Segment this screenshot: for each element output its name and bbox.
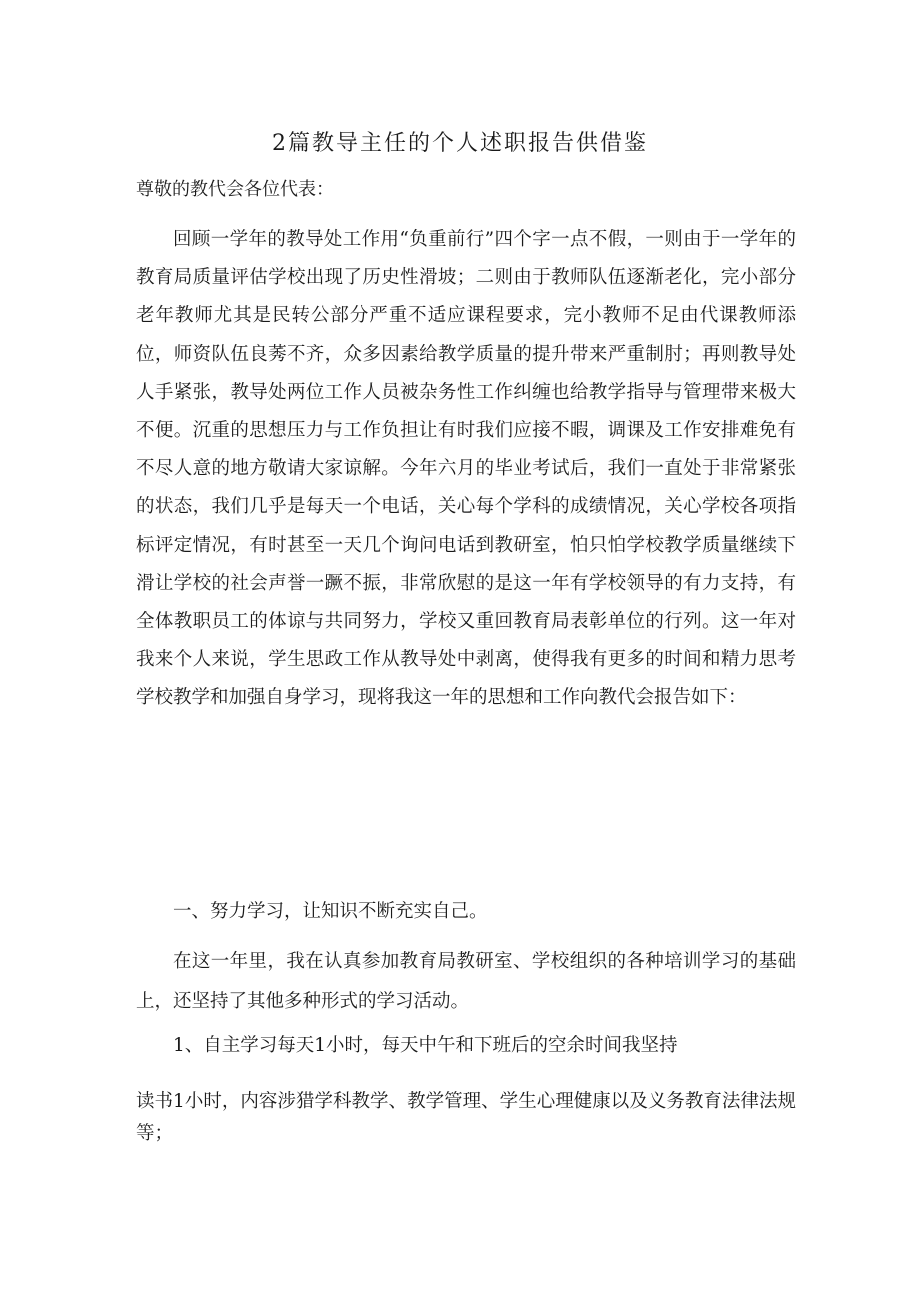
intro-paragraph: 回顾一学年的教导处工作用“负重前行”四个字一点不假，一则由于一学年的教育局质量评估学校出现了历史性滑坡；二则由于教师队伍逐渐老化，完小部分老年教师尤其是民转公部分严重不适应课程要求，完小教师不足由代课教师添位，师资队伍良莠不齐，众多因素给教学质量的提升带来严重制肘；再则教导处人手紧张，教导处两位工作人员被杂务性工作纠缠也给教学指导与管理带来极大不便。沉重的思想压力与工作负担让有时我们应接不暇，调课及工作安排难免有不尽人意的地方敬请大家谅解。今年六月的毕业考试后，我们一直处于非常紧张的状态，我们几乎是每天一个电话，关心每个学科的成绩情况，关心学校各项指标评定情况，有时甚至一天几个询问电话到教研室，怕只怕学校教学质量继续下滑让学校的社会声誉一蹶不振，非常欣慰的是这一年有学校领导的有力支持，有全体教职员工的体谅与共同努力，学校又重回教育局表彰单位的行列。这一年对我来个人来说，学生思政工作从教导处中剥离，使得我有更多的时间和精力思考学校教学和加强自身学习，现将我这一年的思想和工作向教代会报告如下：: [136, 229, 796, 709]
salutation: 尊敬的教代会各位代表：: [136, 179, 334, 200]
item-1-first-line: 1、自主学习每天1小时，每天中午和下班后的空余时间我坚持: [173, 1035, 678, 1056]
learning-paragraph: 在这一年里，我在认真参加教育局教研室、学校组织的各种培训学习的基础上，还坚持了其他多种形式的学习活动。: [136, 951, 796, 1012]
item-1-continuation: 读书1小时，内容涉猎学科教学、教学管理、学生心理健康以及义务教育法律法规等；: [136, 1091, 796, 1144]
document-title: 2篇教导主任的个人述职报告供借鉴: [272, 131, 648, 156]
section-heading-1: 一、努力学习，让知识不断充实自己。: [173, 901, 488, 922]
